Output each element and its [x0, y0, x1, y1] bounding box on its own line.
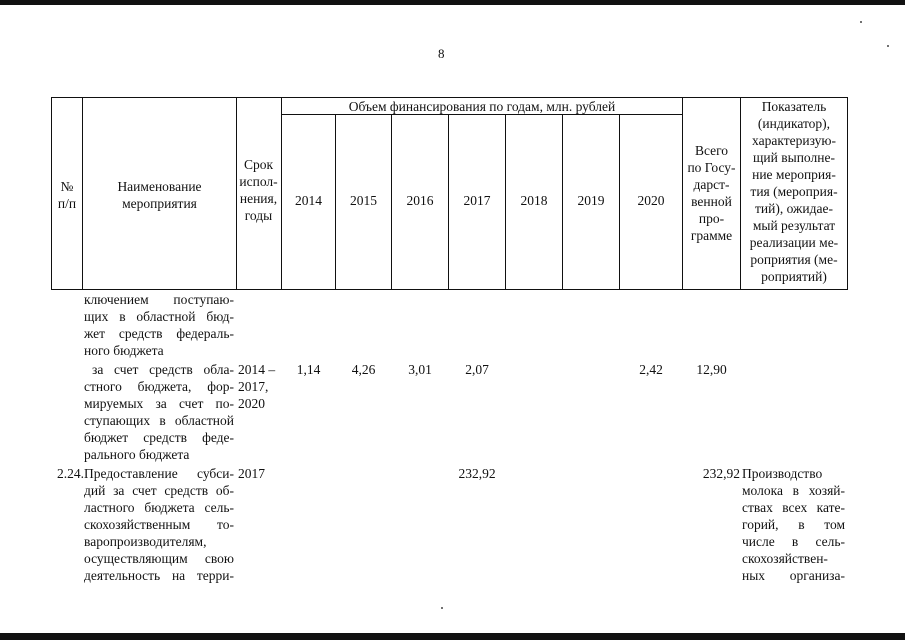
cell-2017: 2,07	[465, 362, 489, 377]
header-bottom-border	[51, 289, 848, 290]
header-funding-title: Объем финансирования по годам, млн. рублей	[348, 99, 616, 114]
col-border	[847, 97, 848, 289]
row-continuation-name: ключением поступаю- щих в областной бюд- жет средств федераль- ного бюджета	[84, 292, 234, 358]
header-term: Срок испол- нения, годы	[239, 157, 278, 223]
header-year-2014: 2014	[295, 193, 322, 208]
cell-2014: 1,14	[296, 362, 321, 377]
scan-edge-bottom	[0, 633, 905, 640]
header-year-2016: 2016	[406, 193, 434, 208]
scan-speck	[887, 45, 889, 47]
header-year-2020: 2020	[637, 193, 665, 208]
header-year-2019: 2019	[577, 193, 605, 208]
header-year-2018: 2018	[520, 193, 548, 208]
scan-speck	[441, 607, 443, 609]
row-regional-budget-name: за счет средств обла- стного бюджета, фор- мируемых за счет по- ступающих в областной бюджет средств феде- рального бюджета	[84, 362, 234, 462]
row-224-number: 2.24.	[57, 466, 84, 481]
cell-2015: 4,26	[351, 362, 376, 377]
row-224-indicator: Производство молока в хозяй- ствах всех кате- горий, в том числе в сель- скохозяйствен- ных организа-	[742, 466, 845, 583]
cell-total: 12,90	[696, 362, 727, 377]
cell-2016: 3,01	[408, 362, 432, 377]
scan-edge-top	[0, 0, 905, 5]
row-regional-budget-term: 2014 – 2017, 2020	[238, 362, 276, 411]
header-number: № п/п	[57, 179, 77, 211]
cell-224-2017: 232,92	[458, 466, 496, 481]
row-224-name: Предоставление субси- дий за счет средств об- ластного бюджета сель- скохозяйственным то- варопроизводителям, осуществляющим свою деятельность на терри-	[84, 466, 234, 583]
header-name: Наименование мероприятия	[117, 179, 202, 211]
header-total: Всего по Госу- дарст- венной про- грамме	[687, 143, 736, 243]
header-indicator: Показатель (индикатор), характеризую- щий выполне- ние мероприя- тия (мероприя- тий), ожидае- мый результат реализации ме- роприятия (ме- роприятий)	[749, 99, 839, 284]
row-224-term: 2017	[238, 466, 265, 481]
page-number: 8	[438, 46, 445, 61]
scan-speck	[860, 21, 862, 23]
cell-224-total: 232,92	[702, 466, 740, 481]
header-year-2015: 2015	[350, 193, 377, 208]
header-year-2017: 2017	[463, 193, 491, 208]
cell-2020: 2,42	[639, 362, 663, 377]
